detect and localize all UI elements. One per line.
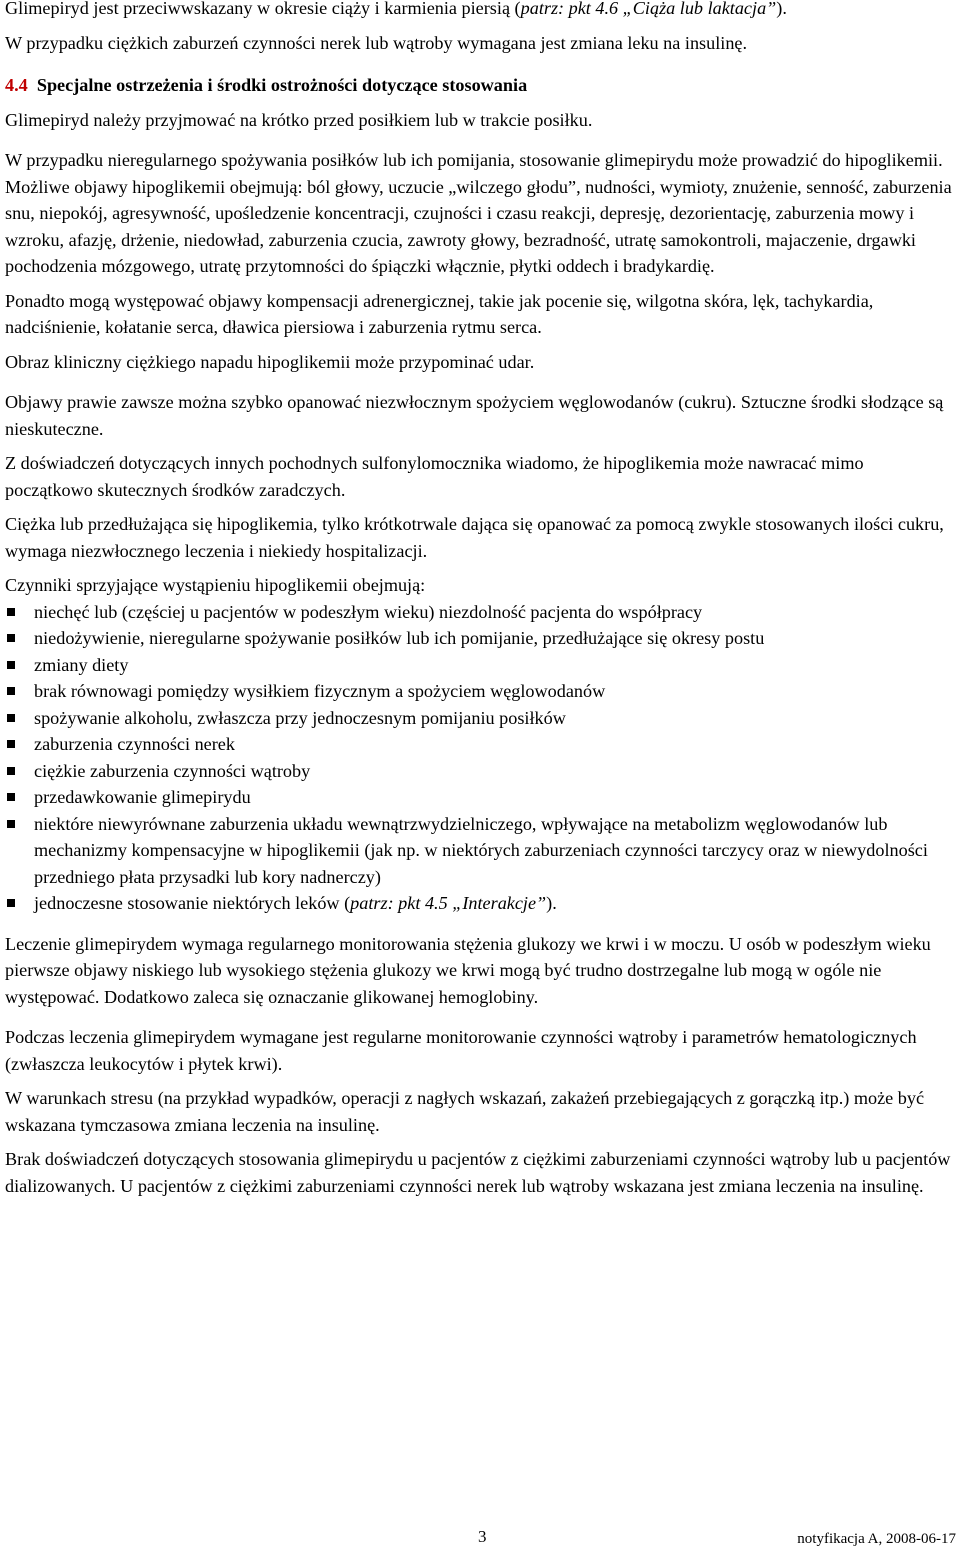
section-number: 4.4 [5, 75, 28, 95]
square-bullet-icon [7, 661, 15, 669]
paragraph: Ciężka lub przedłużająca się hipoglikemia, tylko krótkotrwale dająca się opanować za pomocą zwykle stosowanych ilości cukru, wymaga niezwłocznego leczenia i niekiedy hospitalizacji. [5, 514, 944, 561]
list-item: brak równowagi pomiędzy wysiłkiem fizycznym a spożyciem węglowodanów [5, 678, 955, 705]
square-bullet-icon [7, 793, 15, 801]
list-item: zaburzenia czynności nerek [5, 731, 955, 758]
square-bullet-icon [7, 820, 15, 828]
paragraph: Podczas leczenia glimepirydem wymagane jest regularne monitorowanie czynności wątroby i parametrów hematologicznych (zwłaszcza leukocytów i płytek krwi). [5, 1027, 917, 1074]
section-heading [5, 72, 955, 99]
paragraph: Ponadto mogą występować objawy kompensacji adrenergicznej, takie jak pocenie się, wilgotna skóra, lęk, tachykardia, nadciśnienie, kołatanie serca, dławica piersiowa i zaburzenia rytmu serca. [5, 290, 874, 337]
section-title: Specjalne ostrzeżenia i środki ostrożności dotyczące stosowania [36, 75, 528, 95]
square-bullet-icon [7, 687, 15, 695]
paragraph: Brak doświadczeń dotyczących stosowania glimepirydu u pacjentów z ciężkimi zaburzeniami czynności wątroby lub u pacjentów dializowanych. U pacjentów z ciężkimi zaburzeniami czynności nerek lub wątroby wskazana jest zmiana leczenia na insulinę. [5, 1149, 951, 1196]
factors-intro: Czynniki sprzyjające wystąpieniu hipoglikemii obejmują: [5, 575, 426, 595]
insulin-switch-paragraph: W przypadku ciężkich zaburzeń czynności nerek lub wątroby wymagana jest zmiana leku na insulinę. [5, 32, 748, 53]
paragraph: W warunkach stresu (na przykład wypadków, operacji z nagłych wskazań, zakażeń przebiegających z gorączką itp.) może być wskazana tymczasowa zmiana leczenia na insulinę. [5, 1088, 925, 1135]
list-item: zmiany diety [5, 652, 955, 679]
square-bullet-icon [7, 634, 15, 642]
square-bullet-icon [7, 608, 15, 616]
contraindication-paragraph: Glimepiryd jest przeciwwskazany w okresie ciąży i karmienia piersią (patrz: pkt 4.6 „Ciąża lub laktacja”). [5, 0, 787, 18]
list-item: przedawkowanie glimepirydu [5, 784, 955, 811]
list-item: spożywanie alkoholu, zwłaszcza przy jednoczesnym pomijaniu posiłków [5, 705, 955, 732]
list-item: jednoczesne stosowanie niektórych leków (patrz: pkt 4.5 „Interakcje”). [5, 890, 955, 917]
list-item: niechęć lub (częściej u pacjentów w podeszłym wieku) niezdolność pacjenta do współpracy [5, 599, 955, 626]
square-bullet-icon [7, 740, 15, 748]
risk-factors-list [5, 599, 955, 917]
square-bullet-icon [7, 767, 15, 775]
list-item: niedożywienie, nieregularne spożywanie posiłków lub ich pomijanie, przedłużające się okresy postu [5, 625, 955, 652]
square-bullet-icon [7, 899, 15, 907]
cross-reference: patrz: pkt 4.5 „Interakcje” [350, 893, 547, 913]
paragraph: Leczenie glimepirydem wymaga regularnego monitorowania stężenia glukozy we krwi i w moczu. U osób w podeszłym wieku pierwsze objawy niskiego lub wysokiego stężenia glukozy we krwi mogą być trudno dostrzegalne lub mogą w ogóle nie występować. Dodatkowo zaleca się oznaczanie glikowanej hemoglobiny. [5, 933, 931, 1007]
paragraph: Glimepiryd należy przyjmować na krótko przed posiłkiem lub w trakcie posiłku. [5, 109, 593, 130]
page-number: 3 [478, 1527, 487, 1546]
document-page [5, 0, 955, 1199]
cross-reference: patrz: pkt 4.6 „Ciąża lub laktacja” [520, 0, 777, 18]
paragraph: W przypadku nieregularnego spożywania posiłków lub ich pomijania, stosowanie glimepirydu może prowadzić do hipoglikemii. Możliwe objawy hipoglikemii obejmują: ból głowy, uczucie „wilczego głodu”, nudności, wymioty, znużenie, senność, zaburzenia snu, niepokój, agresywność, upośledzenie koncentracji, czujności i czasu reakcji, depresję, dezorientację, zaburzenia mowy i wzroku, afazję, drżenie, niedowład, zaburzenia czucia, zawroty głowy, bezradność, utratę samokontroli, majaczenie, drgawki pochodzenia mózgowego, utratę przytomności do śpiączki włącznie, płytki oddech i bradykardię. [5, 150, 952, 276]
paragraph: Objawy prawie zawsze można szybko opanować niezwłocznym spożyciem węglowodanów (cukru). Sztuczne środki słodzące są nieskuteczne. [5, 392, 944, 439]
notification-date: notyfikacja A, 2008-06-17 [797, 1531, 956, 1547]
page-footer [0, 1524, 960, 1546]
list-item: niektóre niewyrównane zaburzenia układu wewnątrzwydzielniczego, wpływające na metabolizm węglowodanów lub mechanizmy kompensacyjne w hipoglikemii (jak np. w niektórych zaburzeniach czynności tarczycy oraz w niewydolności przedniego płata przysadki lub kory nadnerczy) [5, 811, 955, 891]
paragraph: Obraz kliniczny ciężkiego napadu hipoglikemii może przypominać udar. [5, 351, 535, 372]
list-item: ciężkie zaburzenia czynności wątroby [5, 758, 955, 785]
paragraph: Z doświadczeń dotyczących innych pochodnych sulfonylomocznika wiadomo, że hipoglikemia może nawracać mimo początkowo skutecznych środków zaradczych. [5, 453, 864, 500]
square-bullet-icon [7, 714, 15, 722]
